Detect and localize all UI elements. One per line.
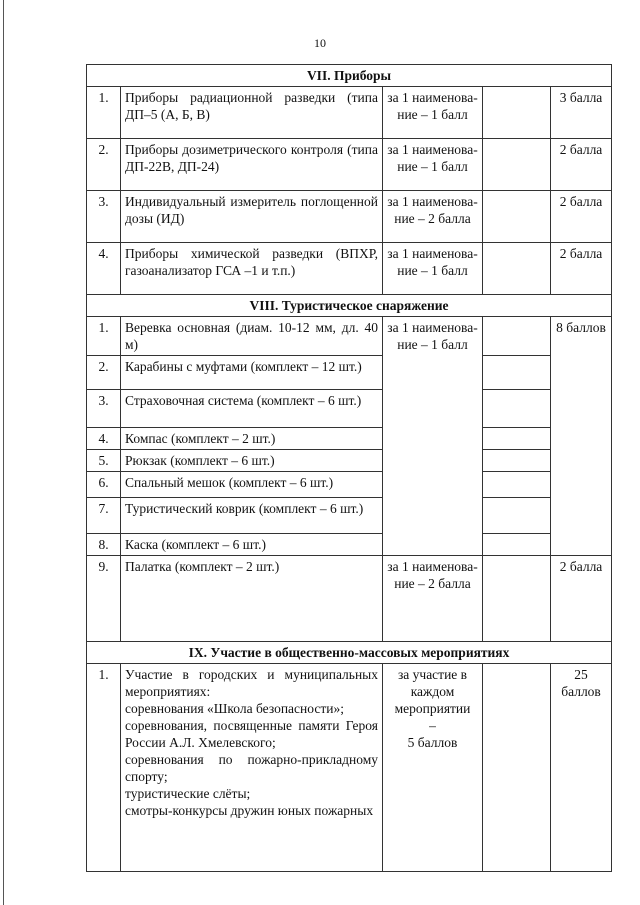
row-points: 2 балла [551, 243, 612, 295]
row-condition [383, 664, 483, 872]
row-empty [483, 243, 551, 295]
section-header [87, 295, 612, 317]
row-description: Туристический коврик (комплект – 6 шт.) [121, 498, 383, 534]
group-condition: за 1 наименова-ние – 1 балл [383, 317, 483, 556]
section-header [87, 65, 612, 87]
row-number: 3. [87, 390, 121, 428]
desc-line: соревнования по пожарно-прикладному спорту; [125, 752, 378, 784]
table-row [87, 556, 612, 642]
section-title: VIII. Туристическое снаряжение [87, 295, 612, 317]
row-condition: за 1 наименова-ние – 1 балл [383, 243, 483, 295]
row-description: Страховочная система (комплект – 6 шт.) [121, 390, 383, 428]
table-row [87, 498, 612, 534]
row-number: 4. [87, 428, 121, 450]
row-number: 5. [87, 450, 121, 472]
row-description: Индивидуальный измеритель поглощенной дозы (ИД) [121, 191, 383, 243]
desc-line: Участие в городских и муниципальных мероприятиях: [125, 667, 378, 699]
row-description [121, 664, 383, 872]
section-header [87, 642, 612, 664]
table-row [87, 428, 612, 450]
row-number: 8. [87, 534, 121, 556]
row-condition: за 1 наименова-ние – 1 балл [383, 87, 483, 139]
row-description: Веревка основная (диам. 10-12 мм, дл. 40 м) [121, 317, 383, 356]
row-description: Приборы химической разведки (ВПХР, газоанализатор ГСА –1 и т.п.) [121, 243, 383, 295]
row-condition: за 1 наименова-ние – 2 балла [383, 191, 483, 243]
row-empty [483, 191, 551, 243]
row-description: Каска (комплект – 6 шт.) [121, 534, 383, 556]
desc-line: смотры-конкурсы дружин юных пожарных [125, 803, 374, 818]
table-row [87, 356, 612, 390]
row-description: Приборы дозиметрического контроля (типа ДП-22В, ДП-24) [121, 139, 383, 191]
row-empty [483, 139, 551, 191]
desc-line: соревнования, посвященные памяти Героя России А.Л. Хмелевского; [125, 718, 378, 750]
row-points: 2 балла [551, 191, 612, 243]
row-description: Приборы радиационной разведки (типа ДП–5 (А, Б, В) [121, 87, 383, 139]
row-empty [483, 317, 551, 356]
row-empty [483, 556, 551, 642]
condition-dash: – [429, 718, 436, 733]
table-row [87, 87, 612, 139]
row-points: 2 балла [551, 139, 612, 191]
row-empty [483, 534, 551, 556]
table-row [87, 139, 612, 191]
table-row [87, 390, 612, 428]
row-points: 2 балла [551, 556, 612, 642]
section-title: IX. Участие в общественно-массовых мероприятиях [87, 642, 612, 664]
row-empty [483, 356, 551, 390]
row-description: Палатка (комплект – 2 шт.) [121, 556, 383, 642]
row-condition: за 1 наименова-ние – 2 балла [383, 556, 483, 642]
table-row [87, 472, 612, 498]
criteria-table [86, 64, 612, 872]
table-row [87, 191, 612, 243]
table-row [87, 243, 612, 295]
row-description: Рюкзак (комплект – 6 шт.) [121, 450, 383, 472]
row-description: Карабины с муфтами (комплект – 12 шт.) [121, 356, 383, 390]
row-number: 6. [87, 472, 121, 498]
row-number: 1. [87, 664, 121, 872]
desc-line: соревнования «Школа безопасности»; [125, 701, 344, 716]
row-description: Компас (комплект – 2 шт.) [121, 428, 383, 450]
page-number: 10 [314, 36, 326, 50]
group-points: 8 баллов [551, 317, 612, 556]
row-empty [483, 428, 551, 450]
row-number: 2. [87, 139, 121, 191]
table-row [87, 534, 612, 556]
row-condition: за 1 наименова-ние – 1 балл [383, 139, 483, 191]
row-empty [483, 450, 551, 472]
row-number: 1. [87, 317, 121, 356]
row-points: 25 баллов [551, 664, 612, 872]
table-row [87, 317, 612, 356]
row-number: 7. [87, 498, 121, 534]
table-row [87, 664, 612, 872]
row-number: 3. [87, 191, 121, 243]
condition-text: за участие в каждом мероприятии [394, 667, 471, 716]
margin-line [3, 0, 4, 905]
row-empty [483, 390, 551, 428]
desc-line: туристические слёты; [125, 786, 251, 801]
section-title: VII. Приборы [87, 65, 612, 87]
row-number: 1. [87, 87, 121, 139]
condition-points: 5 баллов [407, 735, 458, 750]
row-description: Спальный мешок (комплект – 6 шт.) [121, 472, 383, 498]
table-row [87, 450, 612, 472]
row-number: 2. [87, 356, 121, 390]
row-empty [483, 87, 551, 139]
row-points: 3 балла [551, 87, 612, 139]
row-empty [483, 664, 551, 872]
row-empty [483, 498, 551, 534]
row-number: 9. [87, 556, 121, 642]
row-empty [483, 472, 551, 498]
row-number: 4. [87, 243, 121, 295]
